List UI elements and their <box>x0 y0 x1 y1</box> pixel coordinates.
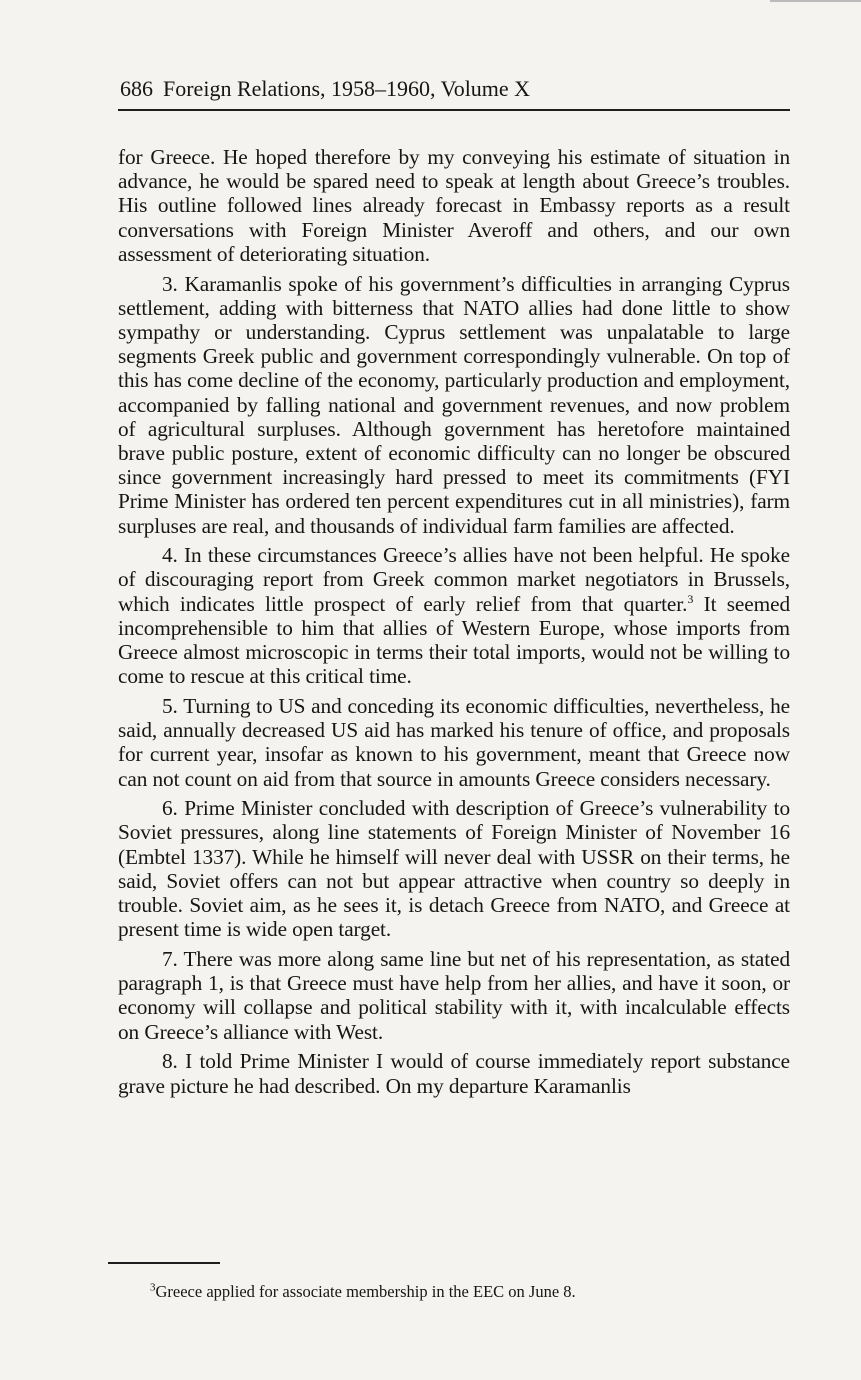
body-text <box>118 145 790 1103</box>
paragraph-6: 6. Prime Minister concluded with description of Greece’s vulnerability to Soviet pressures, along line statements of Foreign Minister of November 16 (Embtel 1337). While he himself will never deal with USSR on their terms, he said, Soviet offers can not but appear attractive when country so deeply in trouble. Soviet aim, as he sees it, is detach Greece from NATO, and Greece at present time is wide open target. <box>118 796 790 942</box>
paragraph-3: 3. Karamanlis spoke of his government’s difficulties in arranging Cyprus settlement, adding with bitterness that NATO allies had done little to show sympathy or understanding. Cyprus settlement was unpalatable to large segments Greek public and government correspondingly vulnerable. On top of this has come decline of the economy, particularly production and employment, accompanied by falling national and government revenues, and now problem of agricultural surpluses. Although government has heretofore maintained brave public posture, extent of economic difficulty can no longer be obscured since government increasingly hard pressed to meet its commitments (FYI Prime Minister has ordered ten percent expenditures cut in all ministries), farm surpluses are real, and thousands of individual farm families are affected. <box>118 271 790 538</box>
paragraph-4 <box>118 543 790 688</box>
running-header <box>120 74 790 104</box>
page-number: 686 <box>120 76 153 101</box>
paragraph-8: 8. I told Prime Minister I would of course immediately report substance grave picture he had described. On my departure Karamanlis <box>118 1049 790 1098</box>
scan-edge-line <box>770 0 861 2</box>
header-rule <box>118 109 790 111</box>
paragraph-7: 7. There was more along same line but net of his representation, as stated paragraph 1, is that Greece must have help from her allies, and have it soon, or economy will collapse and political stability with it, with incalculable effects on Greece’s alliance with West. <box>118 947 790 1044</box>
footnote-text: Greece applied for associate membership in the EEC on June 8. <box>155 1282 576 1301</box>
footnote-reference: 3 <box>687 591 694 606</box>
volume-title: Foreign Relations, 1958–1960, Volume X <box>163 76 531 101</box>
paragraph-5: 5. Turning to US and conceding its economic difficulties, nevertheless, he said, annually decreased US aid has marked his tenure of office, and proposals for current year, insofar as known to his government, meant that Greece now can not count on aid from that source in amounts Greece considers necessary. <box>118 693 790 791</box>
footnote-mark: 3 <box>150 1281 156 1294</box>
paragraph-continuation: for Greece. He hoped therefore by my conveying his estimate of situation in advance, he would be spared need to speak at length about Greece’s troubles. His outline followed lines already forecast in Embassy reports as a result conversations with Foreign Minister Averoff and others, and our own assessment of deteriorating situation. <box>118 145 790 266</box>
footnote <box>150 1280 576 1304</box>
footnote-rule <box>108 1262 220 1264</box>
paragraph-4-text-before: 4. In these circumstances Greece’s allies have not been helpful. He spoke of discouraging report from Greek common market negotiators in Brussels, which indicates little prospect of early relief from that quarter. <box>118 543 790 616</box>
paragraph-4-text-after: It seemed incomprehensible to him that allies of Western Europe, whose imports from Greece almost microscopic in terms their total imports, would not be willing to come to rescue at this critical time. <box>118 591 790 689</box>
